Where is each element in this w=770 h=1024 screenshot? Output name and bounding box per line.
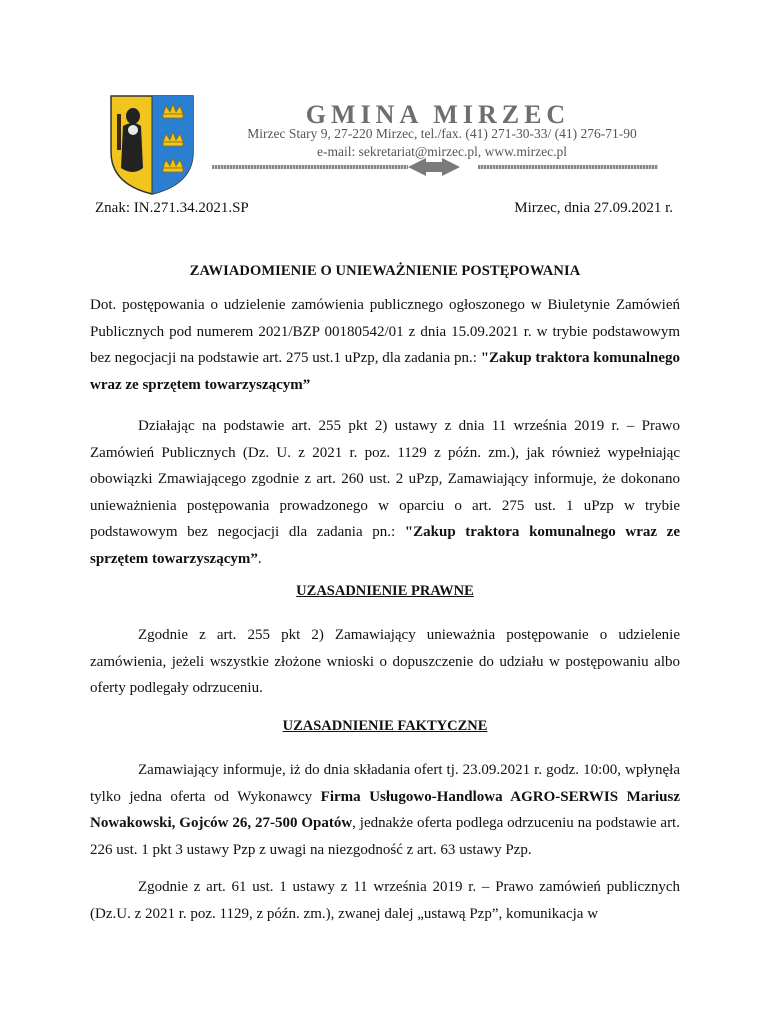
document-date: Mirzec, dnia 27.09.2021 r. <box>514 200 673 216</box>
decision-text: Działając na podstawie art. 255 pkt 2) ustawy z dnia 11 września 2019 r. – Prawo Zamówień Publicznych (Dz. U. z 2021 r. poz. 1129 z późn. zm.), jak również wypełniając obowiązki Zmawiającego zgodnie z art. 260 ust. 2 uPzp, Zamawiający informuje, że dokonano unieważnienia postępowania prowadzonego w oparciu o art. 275 ust. 1 uPzp w trybie podstawowym bez negocjacji dla zadania pn.: <box>90 418 680 540</box>
coat-of-arms-icon <box>109 94 195 196</box>
letterhead-rule-left <box>212 165 408 169</box>
subject-text: Dot. postępowania o udzielenie zamówienia publicznego ogłoszonego w Biuletynie Zamówień Publicznych pod numerem 2021/BZP 00180542/01 z dnia 15.09.2021 r. w trybie podstawowym bez negocjacji na podstawie art. 275 ust.1 uPzp, dla zadania pn.: <box>90 297 680 366</box>
paragraph-legal: Zgodnie z art. 255 pkt 2) Zamawiający unieważnia postępowanie o udzielenie zamówienia, jeżeli wszystkie złożone wnioski o dopuszczenie do udziału w postępowaniu albo oferty podlegały odrzuceniu. <box>90 627 680 696</box>
paragraph-factual <box>90 757 680 863</box>
decision-end: . <box>257 550 262 567</box>
reference-number: Znak: IN.271.34.2021.SP <box>95 200 249 216</box>
heading-factual-justification: UZASADNIENIE FAKTYCZNE <box>282 718 488 734</box>
municipality-address: Mirzec Stary 9, 27-220 Mirzec, tel./fax. (41) 271-30-33/ (41) 276-71-90 <box>247 126 637 141</box>
arrow-right-icon <box>442 158 460 176</box>
subject-task-name: "Zakup traktora komunalnego wraz ze sprzętem towarzyszącym” <box>90 350 680 393</box>
factual-text-2: , jednakże oferta podlega odrzuceniu na podstawie art. 226 ust. 1 pkt 3 ustawy Pzp z uwagi na niezgodność z art. 63 ustawy Pzp. <box>90 815 680 858</box>
paragraph-decision <box>90 413 680 572</box>
letterhead-rule-right <box>478 165 658 169</box>
contractor-name: Firma Usługowo-Handlowa AGRO-SERWIS Mariusz Nowakowski, Gojców 26, 27-500 Opatów <box>90 788 680 831</box>
document-title: ZAWIADOMIENIE O UNIEWAŻNIENIE POSTĘPOWANIA <box>189 263 581 279</box>
factual-text-1: Zamawiający informuje, iż do dnia składania ofert tj. 23.09.2021 r. godz. 10:00, wpłynęła tylko jedna oferta od Wykonawcy <box>90 762 680 805</box>
heading-legal-justification: UZASADNIENIE PRAWNE <box>296 583 474 599</box>
paragraph-subject <box>90 292 680 398</box>
municipality-name: GMINA MIRZEC <box>305 100 571 129</box>
arrow-left-icon <box>408 158 426 176</box>
municipality-contact: e-mail: sekretariat@mirzec.pl, www.mirzec.pl <box>317 144 567 159</box>
decision-task-name: "Zakup traktora komunalnego wraz ze sprzętem towarzyszącym” <box>90 524 680 567</box>
arrow-bar <box>425 162 443 172</box>
paragraph-communication: Zgodnie z art. 61 ust. 1 ustawy z 11 września 2019 r. – Prawo zamówień publicznych (Dz.U. z 2021 r. poz. 1129, z późn. zm.), zwanej dalej „ustawą Pzp”, komunikacja w <box>90 879 680 922</box>
